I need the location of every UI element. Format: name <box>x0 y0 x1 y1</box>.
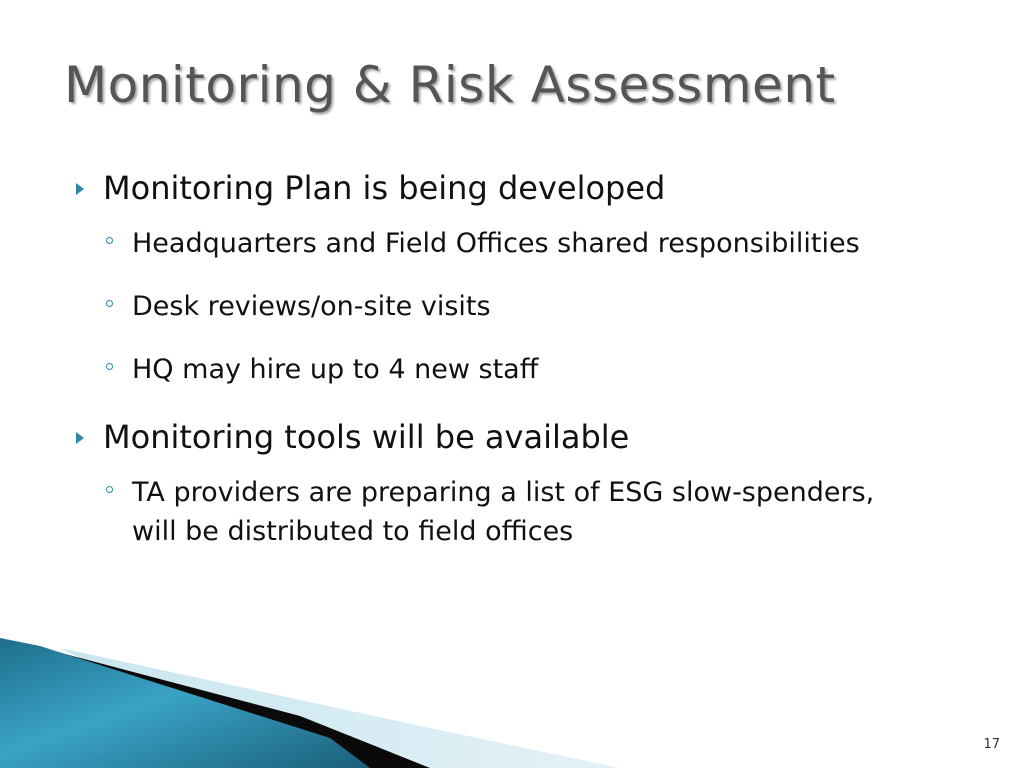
sub-bullet-text: Desk reviews/on-site visits <box>132 291 491 322</box>
circle-bullet-icon <box>106 363 113 370</box>
circle-bullet-icon <box>106 486 113 493</box>
bullet-item <box>76 166 956 210</box>
circle-bullet-icon <box>106 300 113 307</box>
sub-bullet-list <box>76 224 956 389</box>
triangle-bullet-icon <box>76 432 84 444</box>
bullet-text: Monitoring Plan is being developed <box>103 169 666 207</box>
sub-bullet-item <box>76 350 892 389</box>
circle-bullet-icon <box>106 237 113 244</box>
sub-bullet-item <box>76 473 892 551</box>
triangle-bullet-icon <box>76 183 84 195</box>
sub-bullet-text: HQ may hire up to 4 new staff <box>132 354 539 385</box>
sub-bullet-list <box>76 473 956 551</box>
slide-content <box>76 166 956 577</box>
sub-bullet-text: TA providers are preparing a list of ESG slow-spenders, will be distributed to field offices <box>132 477 875 547</box>
slide-title: Monitoring & Risk Assessment <box>64 56 836 114</box>
sub-bullet-item <box>76 287 892 326</box>
sub-bullet-text: Headquarters and Field Offices shared responsibilities <box>132 228 860 259</box>
bullet-item <box>76 415 956 459</box>
teal-wedge <box>0 638 370 768</box>
footer-wave-decoration <box>0 638 1024 768</box>
page-number: 17 <box>983 737 1000 752</box>
bullet-text: Monitoring tools will be available <box>103 418 630 456</box>
sub-bullet-item <box>76 224 892 263</box>
